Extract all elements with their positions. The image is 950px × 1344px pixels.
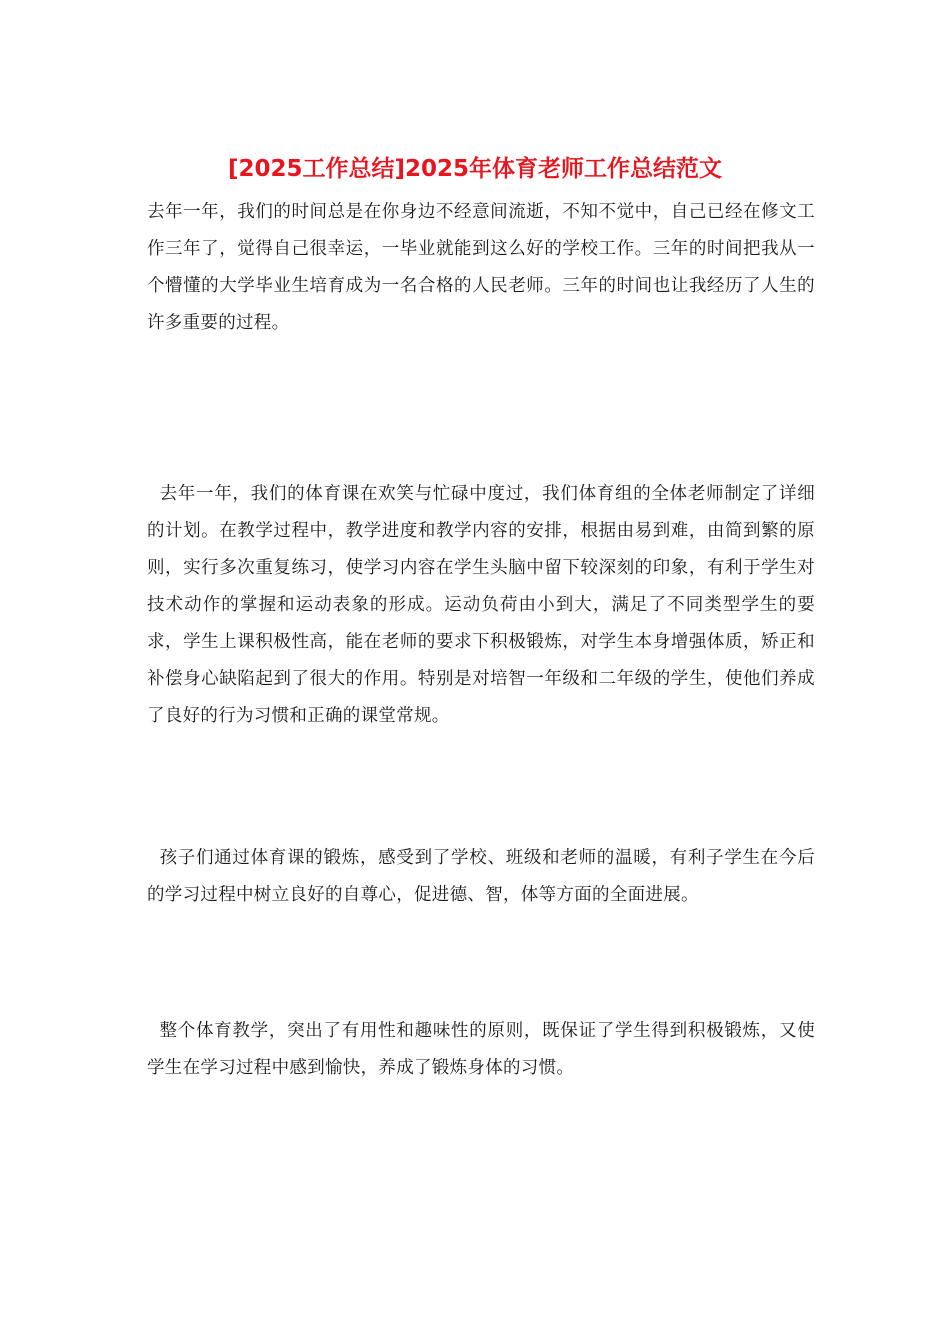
paragraph-teaching-plan: 去年一年，我们的体育课在欢笑与忙碌中度过，我们体育组的全体老师制定了详细的计划。在教学过程中，教学进度和教学内容的安排，根据由易到难，由简到繁的原则，实行多次重复练习，使学习内容在学生头脑中留下较深刻的印象，有利于学生对技术动作的掌握和运动表象的形成。运动负荷由小到大，满足了不同类型学生的要求，学生上课积极性高，能在老师的要求下积极锻炼，对学生本身增强体质，矫正和补偿身心缺陷起到了很大的作用。特别是对培智一年级和二年级的学生，使他们养成了良好的行为习惯和正确的课堂常规。 bbox=[147, 484, 815, 726]
paragraph-teaching-principles: 整个体育教学，突出了有用性和趣味性的原则，既保证了学生得到积极锻炼，又使学生在学习过程中感到愉快，养成了锻炼身体的习惯。 bbox=[147, 1021, 815, 1078]
paragraph-student-growth: 孩子们通过体育课的锻炼，感受到了学校、班级和老师的温暖，有利子学生在今后的学习过程中树立良好的自尊心，促进德、智，体等方面的全面进展。 bbox=[147, 848, 815, 905]
paragraph-intro: 去年一年，我们的时间总是在你身边不经意间流逝，不知不觉中，自己已经在修文工作三年了，觉得自己很幸运，一毕业就能到这么好的学校工作。三年的时间把我从一个懵懂的大学毕业生培育成为一名合格的人民老师。三年的时间也让我经历了人生的许多重要的过程。 bbox=[147, 202, 815, 333]
document-title: [2025工作总结]2025年体育老师工作总结范文 bbox=[227, 156, 723, 182]
